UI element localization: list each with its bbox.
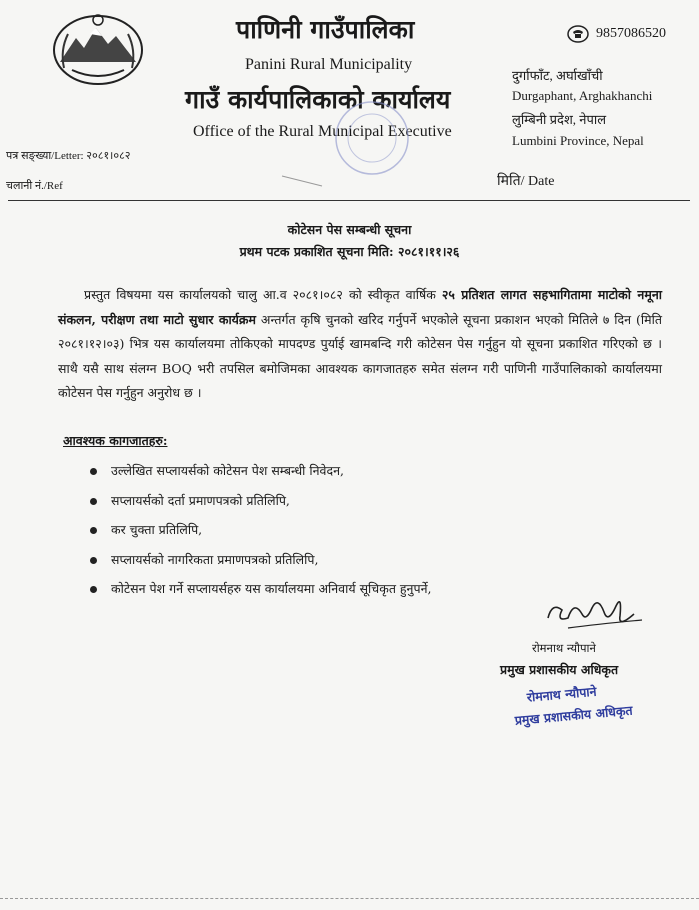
address-line: दुर्गाफाँट, अर्घाखाँची [512, 68, 603, 83]
nepal-emblem-icon [50, 10, 146, 88]
office-title-nepali: गाउँ कार्यपालिकाको कार्यालय [185, 85, 451, 114]
list-item: सप्लायर्सको नागरिकता प्रमाणपत्रको प्रतिलिपि, [90, 551, 432, 581]
signatory-title: प्रमुख प्रशासकीय अधिकृत [500, 662, 619, 677]
body-text: प्रस्तुत विषयमा यस कार्यालयको चालु आ.व २०८१।०८२ को स्वीकृत वार्षिक [84, 287, 442, 302]
phone-number: 9857086520 [596, 26, 666, 41]
name-stamp [512, 678, 633, 732]
list-item: उल्लेखित सप्लायर्सको कोटेसन पेश सम्बन्धी निवेदन, [90, 462, 432, 492]
list-item: कर चुक्ता प्रतिलिपि, [90, 521, 432, 551]
signatory-name: रोमनाथ न्यौपाने [532, 641, 596, 655]
reference-number: चलानी नं./Ref [6, 180, 63, 192]
body-program-name: २५ प्रतिशत लागत सहभागितामा माटोको नमूना संकलन, परीक्षण तथा माटो सुधार कार्यक्रम [58, 287, 662, 327]
address-line: लुम्बिनी प्रदेश, नेपाल [512, 112, 607, 127]
list-item: सप्लायर्सको दर्ता प्रमाणपत्रको प्रतिलिपि, [90, 492, 432, 522]
office-seal [272, 98, 422, 190]
stamp-name: रोमनाथ न्यौपाने [526, 683, 598, 705]
documents-heading: आवश्यक कागजातहरु: [63, 433, 168, 448]
municipality-title-english: Panini Rural Municipality [245, 56, 413, 73]
handwritten-signature [538, 588, 648, 638]
stamp-title: प्रमुख प्रशासकीय अधिकृत [514, 702, 634, 728]
notice-body [58, 283, 662, 406]
notice-title: कोटेसन पेस सम्बन्धी सूचना [287, 222, 412, 237]
header-divider [8, 200, 690, 201]
date-label: मिति/ Date [497, 174, 555, 189]
phone-icon [567, 25, 589, 43]
municipality-title-nepali: पाणिनी गाउँपालिका [236, 15, 415, 44]
notice-subtitle: प्रथम पटक प्रकाशित सूचना मिति: २०८१।११।२६ [239, 244, 460, 259]
list-item: कोटेसन पेश गर्ने सप्लायर्सहरु यस कार्यालयमा अनिवार्य सूचिकृत हुनुपर्ने, [90, 580, 432, 610]
address-line: Durgaphant, Arghakhanchi [512, 88, 653, 103]
documents-list [90, 462, 432, 610]
letter-number: पत्र सङ्ख्या/Letter: २०८१।०८२ [6, 150, 131, 162]
body-text: अन्तर्गत कृषि चुनको खरिद गर्नुपर्ने भएकोले सूचना प्रकाशन भएको मितिले ७ दिन (मिति २०८१।१२।०३) भित्र यस कार्यालयमा तोकिएको मापदण्ड पुर्याई खामबन्दि गरी कोटेसन पेस गर्नुहुन यो सूचना प्रकाशित गरिएको छ । साथै यसै साथ संलग्न BOQ भरी तपसिल बमोजिमका आवश्यक कागजातहरु समेत संलग्न गरी पाणिनी गाउँपालिकाको कार्यालयमा कोटेसन पेस गर्नुहुन अनुरोध छ । [58, 311, 662, 400]
footer-divider [0, 898, 699, 899]
office-title-english: Office of the Rural Municipal Executive [193, 123, 452, 140]
address-line: Lumbini Province, Nepal [512, 133, 644, 148]
